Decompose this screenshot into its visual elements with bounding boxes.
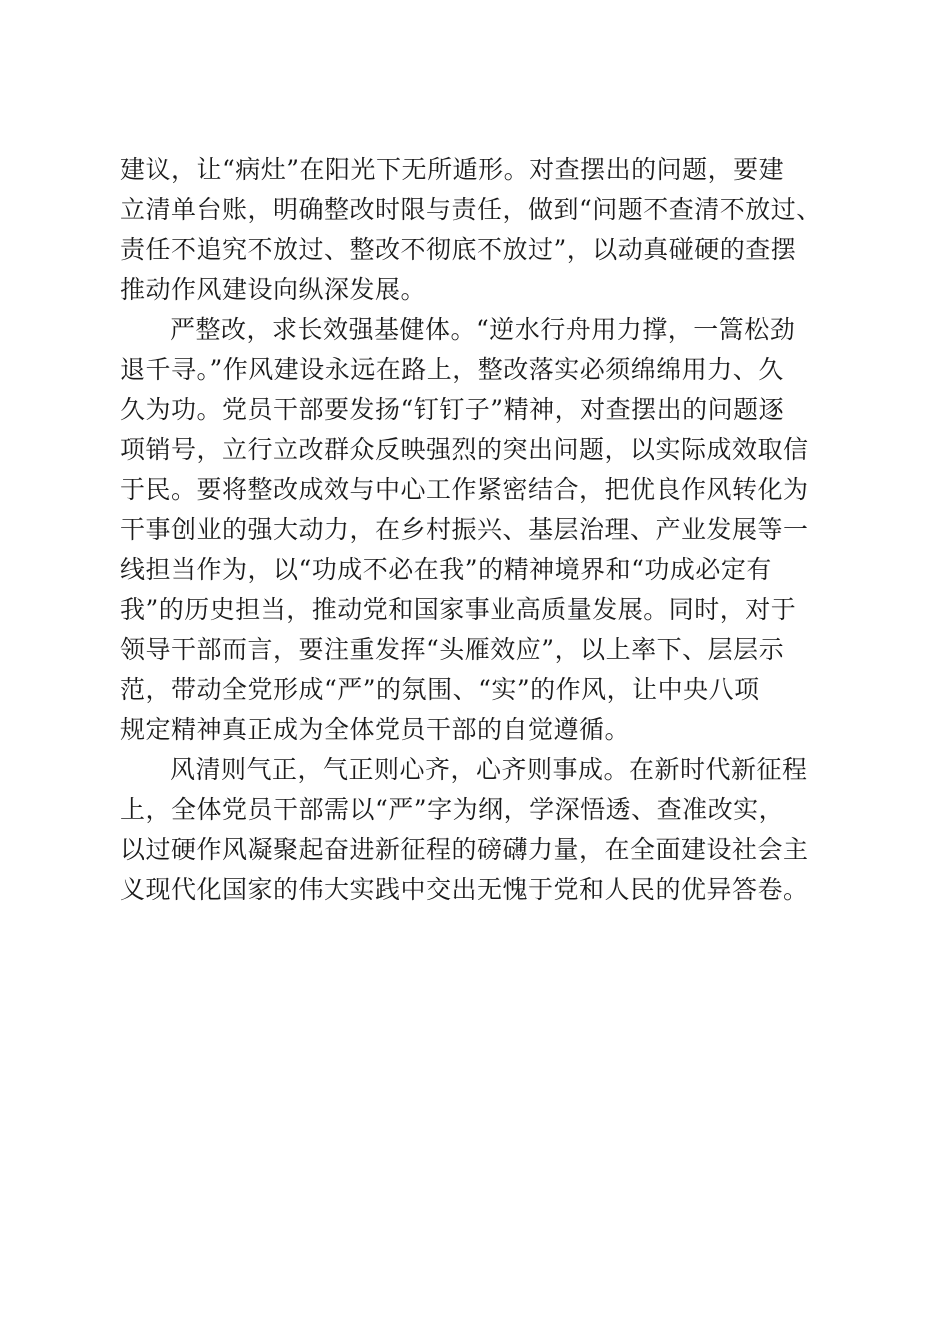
text-line: 以过硬作风凝聚起奋进新征程的磅礴力量，在全面建设社会主 bbox=[120, 835, 809, 864]
text-line: 于民。要将整改成效与中心工作紧密结合，把优良作风转化为 bbox=[120, 475, 809, 504]
paragraph-conclusion bbox=[120, 750, 832, 910]
text-line: 上，全体党员干部需以“严”字为纲，学深悟透、查准改实， bbox=[120, 795, 785, 824]
text-line: 立清单台账，明确整改时限与责任，做到“问题不查清不放过、 bbox=[120, 195, 822, 224]
text-line: 干事创业的强大动力，在乡村振兴、基层治理、产业发展等一 bbox=[120, 515, 809, 544]
paragraph-rectification bbox=[120, 310, 832, 750]
text-line: 义现代化国家的伟大实践中交出无愧于党和人民的优异答卷。 bbox=[120, 875, 809, 904]
text-line: 规定精神真正成为全体党员干部的自觉遵循。 bbox=[120, 715, 631, 744]
text-line: 退千寻。”作风建设永远在路上，整改落实必须绵绵用力、久 bbox=[120, 355, 784, 384]
text-line: 责任不追究不放过、整改不彻底不放过”，以动真碰硬的查摆 bbox=[120, 235, 797, 264]
text-line: 项销号，立行立改群众反映强烈的突出问题，以实际成效取信 bbox=[120, 435, 809, 464]
text-line: 严整改，求长效强基健体。“逆水行舟用力撑，一篙松劲 bbox=[170, 315, 796, 344]
text-line: 线担当作为，以“功成不必在我”的精神境界和“功成必定有 bbox=[120, 555, 772, 584]
paragraph-continued bbox=[120, 150, 832, 310]
text-line: 推动作风建设向纵深发展。 bbox=[120, 275, 427, 304]
document-body bbox=[120, 150, 832, 910]
text-line: 建议，让“病灶”在阳光下无所遁形。对查摆出的问题，要建 bbox=[120, 155, 785, 184]
text-line: 风清则气正，气正则心齐，心齐则事成。在新时代新征程 bbox=[170, 755, 808, 784]
text-line: 我”的历史担当，推动党和国家事业高质量发展。同时，对于 bbox=[120, 595, 797, 624]
text-line: 范，带动全党形成“严”的氛围、“实”的作风，让中央八项 bbox=[120, 675, 760, 704]
text-line: 久为功。党员干部要发扬“钉钉子”精神，对查摆出的问题逐 bbox=[120, 395, 785, 424]
text-line: 领导干部而言，要注重发挥“头雁效应”，以上率下、层层示 bbox=[120, 635, 785, 664]
